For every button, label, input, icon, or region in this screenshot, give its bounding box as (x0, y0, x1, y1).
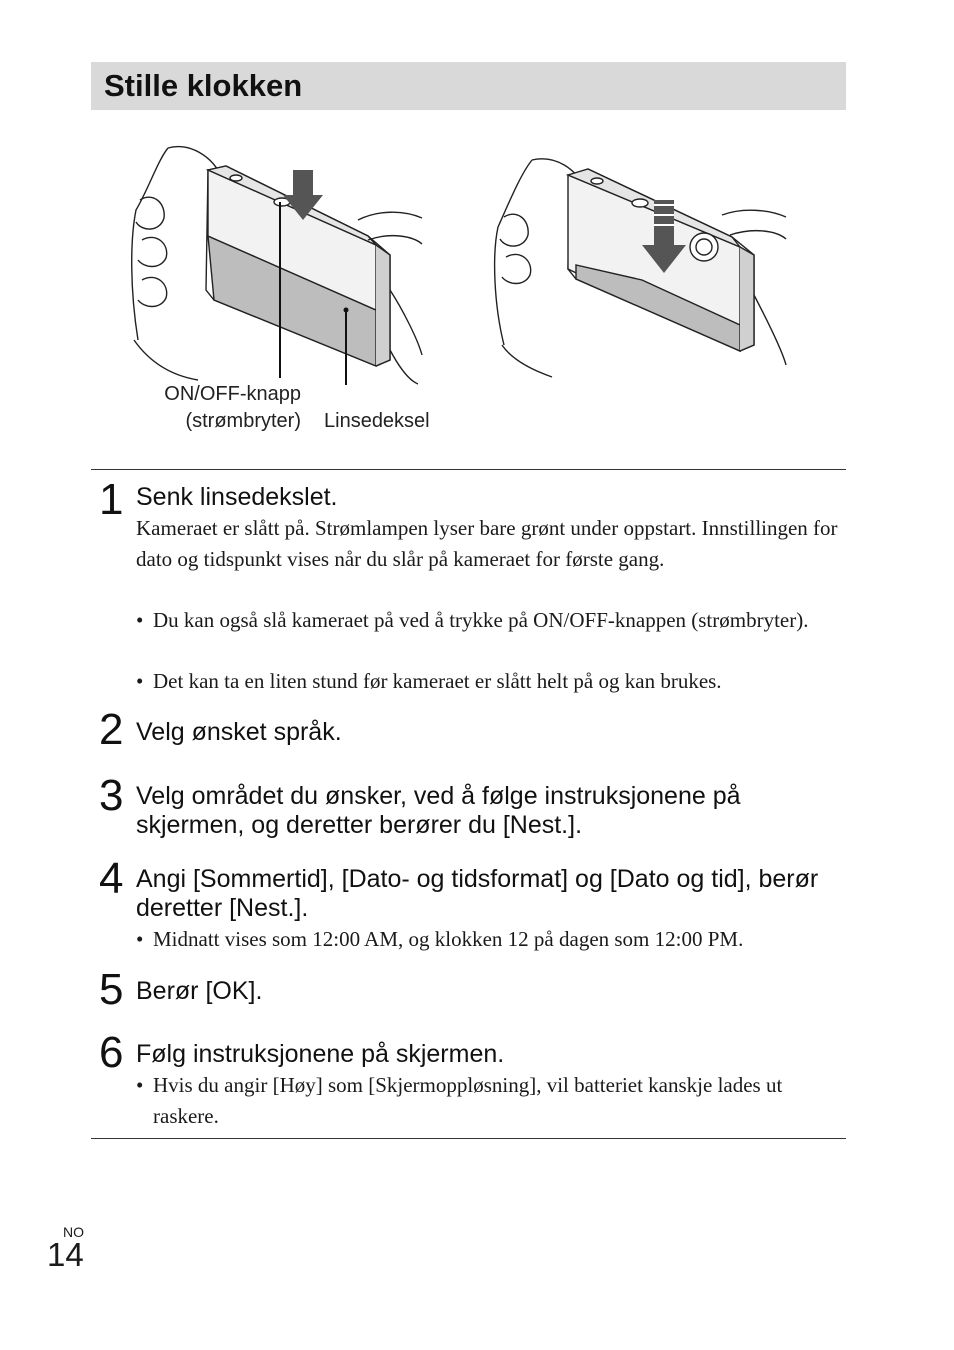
step-1-bullet-2: • Det kan ta en liten stund før kameraet er slått helt på og kan brukes. (136, 666, 848, 697)
step-title-1: Senk linsedekslet. (136, 483, 338, 511)
onoff-button-label (148, 381, 301, 435)
section-title: Stille klokken (104, 68, 303, 103)
onoff-label-line1: ON/OFF-knapp (164, 383, 301, 405)
page-language-code: NO (63, 1224, 84, 1240)
onoff-label-line2: (strømbryter) (185, 410, 301, 432)
step-number-2: 2 (99, 705, 124, 754)
step-body-1: Kameraet er slått på. Strømlampen lyser bare grønt under oppstart. Innstillingen for dato og tidspunkt vises når du slår på kameraet for første gang. (136, 516, 838, 571)
step-6-bullet-1: • Hvis du angir [Høy] som [Skjermoppløsning], vil batteriet kanskje lades ut raskere. (136, 1070, 848, 1131)
step-number-5: 5 (99, 965, 124, 1014)
camera-press-button-illustration (128, 140, 428, 385)
top-divider (91, 469, 846, 470)
step-number-4: 4 (99, 854, 124, 903)
step-number-3: 3 (99, 771, 124, 820)
step-title-6: Følg instruksjonene på skjermen. (136, 1040, 505, 1068)
step-title-3: Velg området du ønsker, ved å følge instruksjonene på skjermen, og deretter berører du [Nest.]. (136, 782, 741, 839)
step-title-5: Berør [OK]. (136, 977, 263, 1005)
step-1-bullet-1: • Du kan også slå kameraet på ved å trykke på ON/OFF-knappen (strømbryter). (136, 605, 848, 636)
step-title-4: Angi [Sommertid], [Dato- og tidsformat] og [Dato og tid], berør deretter [Nest.]. (136, 865, 819, 922)
camera-lower-cover-illustration (492, 155, 792, 380)
page-number: 14 (47, 1236, 84, 1273)
step-4-bullet-1: • Midnatt vises som 12:00 AM, og klokken 12 på dagen som 12:00 PM. (136, 924, 848, 955)
section-header (91, 62, 846, 110)
step-title-2: Velg ønsket språk. (136, 718, 342, 746)
step-number-6: 6 (99, 1028, 124, 1077)
lens-cover-label: Linsedeksel (324, 410, 430, 432)
step-number-1: 1 (99, 475, 124, 524)
bottom-divider (91, 1138, 846, 1139)
